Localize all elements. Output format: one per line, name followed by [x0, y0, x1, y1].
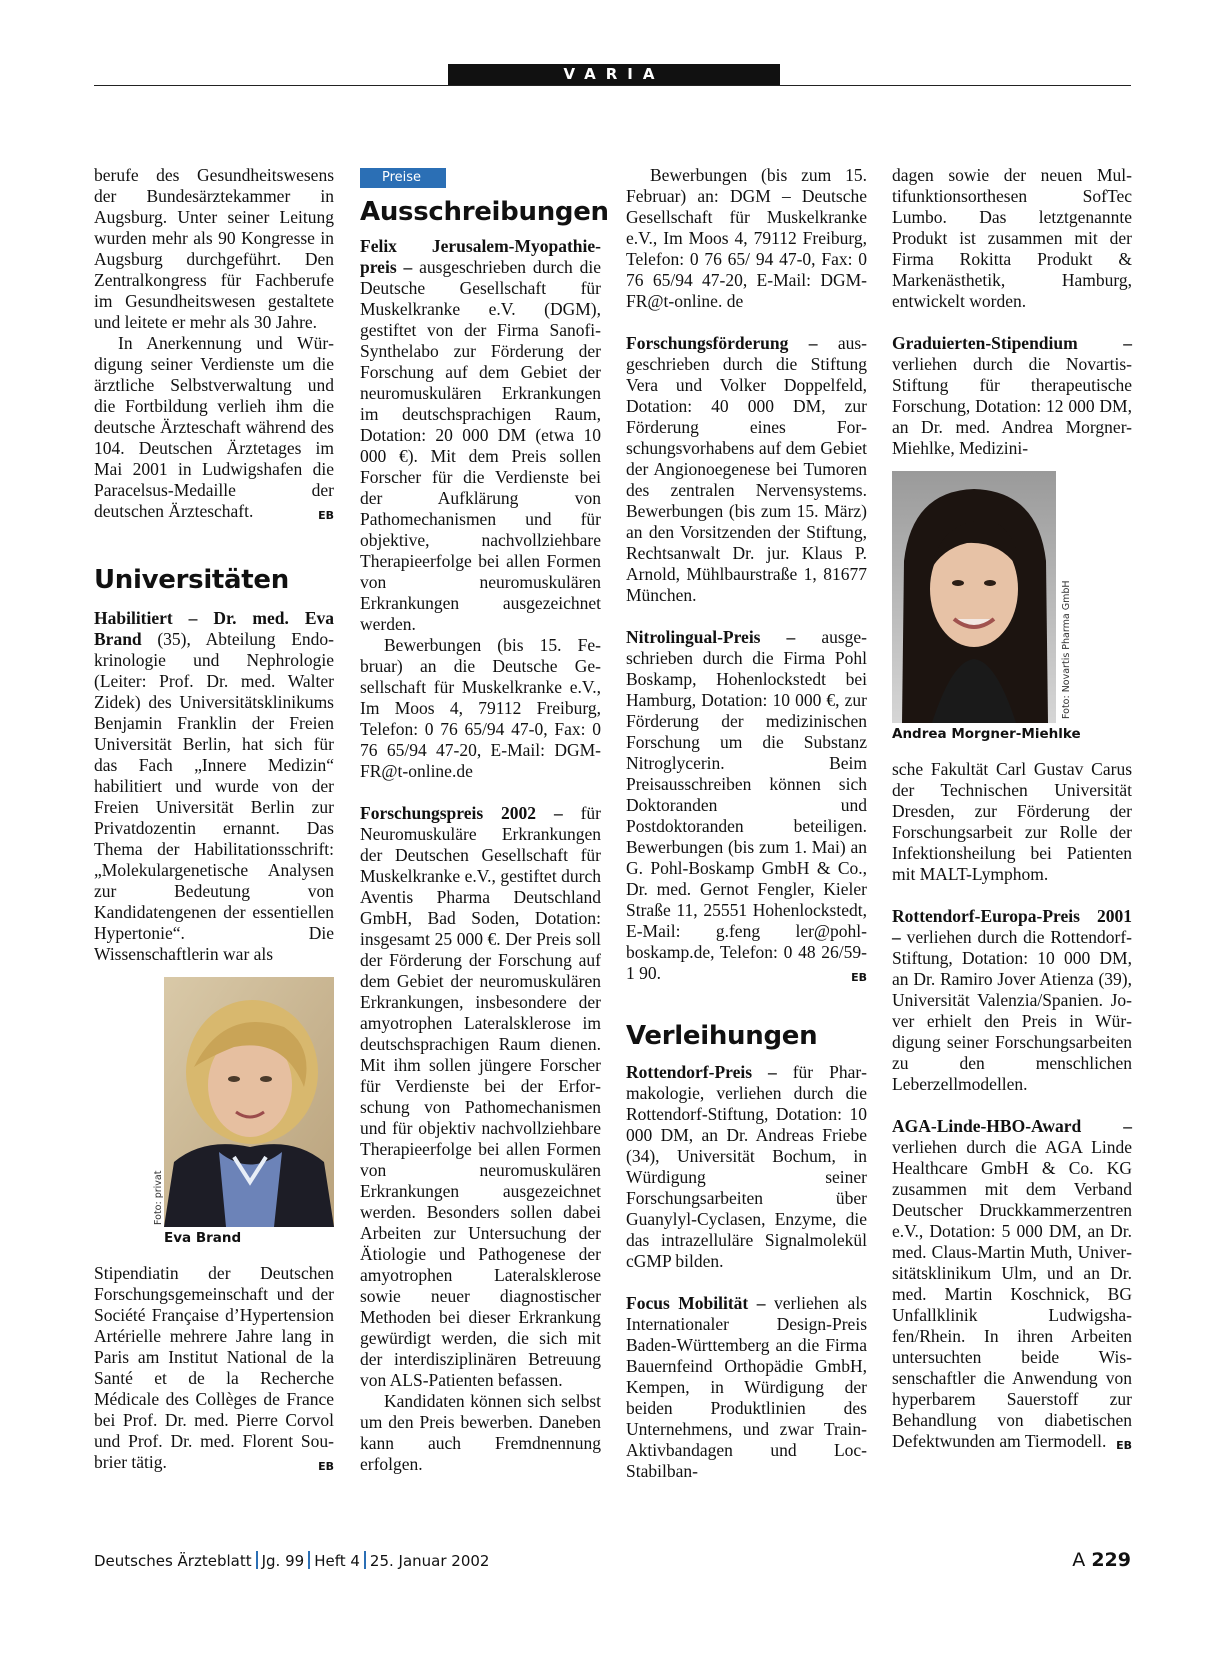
- page-footer: [94, 1551, 1131, 1570]
- section-heading-universitaeten: Universitäten: [94, 565, 289, 595]
- paragraph: Focus Mobilität – verliehen als Internationaler Design-Preis Baden-Württemberg an die Firma Bauernfeind Orthopädie GmbH, Kempen, in Würdigung der beiden Produktlinien des Unternehmens, und zwar Train-Aktivbandagen und Loc-Stabilban-: [626, 1293, 867, 1481]
- paragraph: Rottendorf-Europa-Preis 2001 – verliehen durch die Rottendorf-Stiftung, Dotation: 10 000 DM, an Dr. Ramiro Jover Atienza (39), Universität Valenzia/Spanien. Jover erhielt den Preis in Würdigung seiner Forschungsarbeiten zu den menschlichen Leberzellmodellen.: [892, 906, 1132, 1094]
- paragraph: Forschungspreis 2002 – für Neuromuskuläre Erkrankungen der Deutschen Gesellschaft für Muskelkranke e.V., gestiftet durch Aventis Pharma Deutschland GmbH, Bad Soden, Dotation: insgesamt 25 000 €. Der Preis soll der Förderung der Forschung auf dem Gebiet der neuromuskulären Erkrankungen, insbesondere der amyotrophen Lateralsklerose im deutschsprachigen Raum dienen. Mit ihm sollen jüngere Forscher für Verdienste bei der Erforschung von Pathomechanismen und für objektiv nachvollziehbare Therapieerfolge bei allen Formen von neuromuskulären Erkrankungen ausgezeichnet werden. Besonders sollen dabei Arbeiten zur Untersuchung der Ätiologie und Pathogenese der amyotrophen Lateralsklerose sowie neuer diagnostischer Methoden bei dieser Erkrankung gewürdigt werden, die sich mit der interdisziplinären Betreuung von ALS-Patienten befassen.: [360, 803, 601, 1390]
- issue-date: 25. Januar 2002: [369, 1552, 490, 1570]
- journal-name: Deutsches Ärzteblatt: [94, 1552, 252, 1570]
- paragraph: Bewerbungen (bis zum 15. Februar) an: DGM – Deutsche Gesellschaft für Muskelkranke e.V., Im Moos 4, 79112 Freiburg, Telefon: 0 76 65/ 94 47-0, Fax: 0 76 65/94 47-20, E-Mail: DGM-FR@t-online. de: [626, 165, 867, 311]
- photo-eva-brand: [153, 977, 334, 1249]
- paragraph: Habilitiert – Dr. med. Eva Brand (35), Abteilung Endokrinologie und Nephrologie (Leiter: Prof. Dr. med. Walter Zidek) des Universitätsklinikums Benjamin Franklin der Freien Universität Berlin, hat sich für das Fach „Innere Medizin“ habilitiert und wurde von der Freien Universität Berlin zur Privatdozentin ernannt. Das Thema der Habilitationsschrift: „Molekulargenetische Analysen zur Bedeutung von Kandidatengenen der essentiellen Hypertonie“. Die Wissenschaftlerin war als: [94, 608, 334, 964]
- category-kicker: Preise: [360, 168, 446, 188]
- column-4: [892, 165, 1132, 1456]
- paragraph: berufe des Gesundheitswesens der Bundesärztekammer in Augsburg. Unter seiner Leitung wurden mehr als 90 Kongresse in Augsburg durchgeführt. Den Zentralkongress für Fachberufe im Gesundheitswesen gestaltete und leitete er mehr als 30 Jahre.: [94, 165, 334, 332]
- photo-caption: Andrea Morgner-Miehlke: [892, 726, 1081, 742]
- section-heading-verleihungen: Verleihungen: [626, 1021, 818, 1051]
- author-initials: EB: [1116, 1439, 1132, 1452]
- paragraph: Felix Jerusalem-Myopathiepreis – ausgeschrieben durch die Deutsche Gesellschaft für Muskelkranke e.V. (DGM), gestiftet von der Firma Sanofi-Synthelabo zur Förderung der Forschung auf dem Gebiet der neuromuskulären Erkrankungen im deutschsprachigen Raum, Dotation: 20 000 DM (etwa 10 000 €). Mit dem Preis sollen Forscher für die Verdienste bei der Aufklärung von Pathomechanismen und für objektive, nachvollziehbare Therapieerfolge bei allen Formen von neuromuskulären Erkrankungen ausgezeichnet werden.: [360, 236, 601, 634]
- paragraph: AGA-Linde-HBO-Award – verliehen durch die AGA Linde Healthcare GmbH & Co. KG zusammen mit dem Verband Deutscher Druckkammerzentren e.V., Dotation: 5 000 DM, an Dr. med. Claus-Martin Muth, Universitätsklinikum Ulm, und an Dr. med. Martin Koschnick, BG Unfallklinik Ludwigshafen/Rhein. In ihren Arbeiten untersuchten beide Wissenschaftler die Anwendung von hyperbarem Sauerstoff zur Behandlung von diabetischen Defektwunden am Tiermodell. EB: [892, 1116, 1132, 1452]
- author-initials: EB: [318, 509, 334, 522]
- photo-andrea-morgner-miehlke: [892, 471, 1132, 749]
- journal-issue: Heft 4: [314, 1552, 360, 1570]
- paragraph: Kandidaten können sich selbst um den Preis bewerben. Daneben kann auch Fremdnennung erfolgen.: [360, 1391, 601, 1474]
- paragraph: dagen sowie der neuen Multifunktionsorthesen SofTec Lumbo. Das letztgenannte Produkt ist zusammen mit der Firma Rokitta Produkt & Markenästhetik, Hamburg, entwickelt worden.: [892, 165, 1132, 311]
- paragraph: In Anerkennung und Würdigung seiner Verdienste um die ärztliche Selbstverwaltung und die Fortbildung verlieh ihm die deutsche Ärzteschaft während des 104. Deutschen Ärztetages im Mai 2001 in Ludwigshafen die Paracelsus-Medaille der deutschen Ärzteschaft. EB: [94, 333, 334, 522]
- paragraph: Nitrolingual-Preis – ausgeschrieben durch die Firma Pohl Boskamp, Hohenlockstedt bei Hamburg, Dotation: 10 000 €, zur Förderung der medizinischen Forschung um die Substanz Nitroglycerin. Beim Preisausschreiben können sich Doktoranden und Postdoktoranden beteiligen. Bewerbungen (bis zum 1. Mai) an G. Pohl-Boskamp GmbH & Co., Dr. med. Gernot Fengler, Kieler Straße 11, 25551 Hohenlockstedt, E-Mail: g.feng ler@pohl-boskamp.de, Telefon: 0 48 26/59-1 90. EB: [626, 627, 867, 984]
- paragraph: Graduierten-Stipendium – verliehen durch die Novartis-Stiftung für therapeutische Forschung, Dotation: 12 000 DM, an Dr. med. Andrea Morgner-Miehlke, Medizini-: [892, 333, 1132, 458]
- paragraph: Bewerbungen (bis 15. Februar) an die Deutsche Gesellschaft für Muskelkranke e.V., Im Moos 4, 79112 Freiburg, Telefon: 0 76 65/94 47-0, Fax: 0 76 65/94 47-20, E-Mail: DGM-FR@t-online.de: [360, 635, 601, 781]
- photo-caption: Eva Brand: [164, 1230, 242, 1246]
- footer-separator: [364, 1551, 366, 1569]
- paragraph: Forschungsförderung – ausgeschrieben durch die Stiftung Vera und Volker Doppelfeld, Dotation: 40 000 DM, zur Förderung eines Forschungsvorhabens auf dem Gebiet der Angionoegenese bei Tumoren des zentralen Nervensystems. Bewerbungen (bis zum 15. März) an den Vorsitzenden der Stiftung, Rechtsanwalt Dr. jur. Klaus P. Arnold, Mühlbaurstraße 1, 81677 München.: [626, 333, 867, 605]
- header-rule: [94, 85, 1131, 86]
- column-3: [626, 165, 867, 1482]
- column-1: [94, 165, 334, 1477]
- photo-credit: Foto: privat: [153, 1170, 164, 1225]
- author-initials: EB: [318, 1460, 334, 1473]
- portrait-image: [892, 471, 1056, 723]
- paragraph: sche Fakultät Carl Gustav Carus der Technischen Universität Dresden, zur Förderung der Forschungsarbeit zur Rolle der Infektionsheilung bei Patienten mit MALT-Lymphom.: [892, 759, 1132, 884]
- author-initials: EB: [851, 971, 867, 984]
- footer-separator: [256, 1551, 258, 1569]
- section-label: VARIA: [448, 64, 780, 85]
- page-number: A 229: [1072, 1549, 1131, 1571]
- portrait-image: [164, 977, 334, 1227]
- column-2: [360, 165, 609, 1475]
- paragraph: Stipendiatin der Deutschen Forschungsgemeinschaft und der Société Française d’Hypertension Artérielle mehrere Jahre lang in Paris am Institut National de la Santé et de la Recherche Médicale des Collèges de France bei Prof. Dr. med. Pierre Corvol und Prof. Dr. med. Florent Soubrier tätig. EB: [94, 1263, 334, 1473]
- photo-credit: Foto: Novartis Pharma GmbH: [1061, 580, 1072, 719]
- footer-separator: [308, 1551, 310, 1569]
- paragraph: Rottendorf-Preis – für Pharmakologie, verliehen durch die Rottendorf-Stiftung, Dotation: 10 000 DM, an Dr. Andreas Friebe (34), Universität Bochum, in Würdigung seiner Forschungsarbeiten über Guanylyl-Cyclasen, Enzyme, die das intrazelluläre Signalmolekül cGMP bilden.: [626, 1062, 867, 1271]
- section-heading-ausschreibungen: Ausschreibungen: [360, 197, 609, 227]
- journal-volume: Jg. 99: [261, 1552, 305, 1570]
